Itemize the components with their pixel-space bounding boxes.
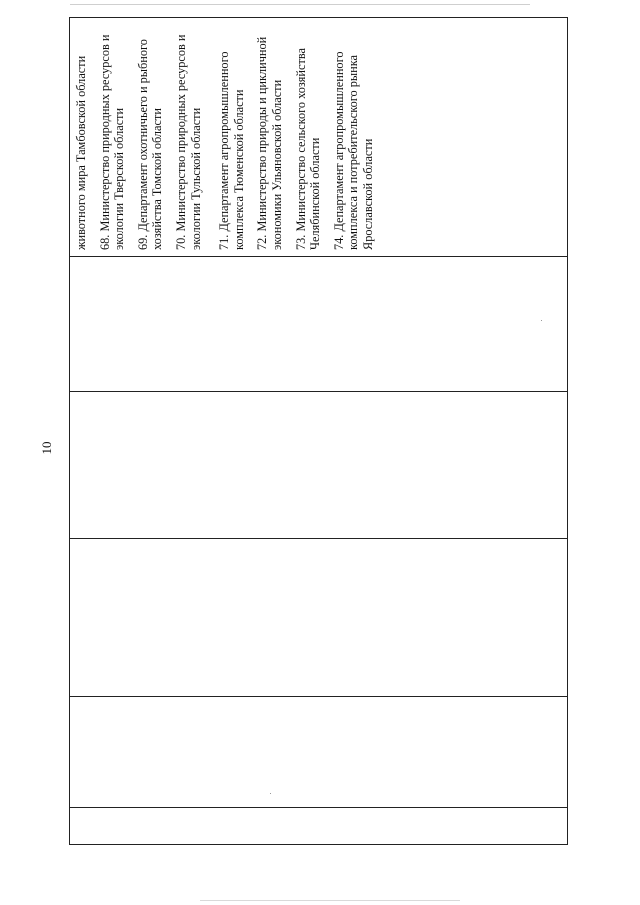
scan-speck — [270, 793, 271, 794]
table-divider-1 — [70, 256, 567, 257]
scan-edge-bottom — [200, 900, 460, 901]
list-item: 70. Министерство природных ресурсов и экологии Тульской области — [173, 34, 203, 250]
list-item: 72. Министерство природы и цикличной экономики Ульяновской области — [255, 36, 284, 250]
list-item: 68. Министерство природных ресурсов и экологии Тверской области — [97, 34, 127, 250]
list-item: 74. Департамент агропромышленного комплекса и потребительского рынка Ярославской области — [331, 51, 375, 250]
list-item: 69. Департамент охотничьего и рыбного хозяйства Томской области — [135, 39, 165, 250]
list-item: 73. Министерство сельского хозяйства Челябинской области — [293, 48, 323, 250]
page-number-text: 10 — [39, 441, 54, 455]
table-divider-2 — [70, 391, 567, 392]
scan-speck — [541, 320, 542, 321]
list-item: животного мира Тамбовской области — [74, 55, 88, 250]
data-table — [69, 17, 568, 845]
table-divider-5 — [70, 807, 567, 808]
table-cell-organizations — [70, 18, 569, 256]
scan-edge-top — [70, 4, 530, 5]
table-divider-3 — [70, 538, 567, 539]
table-divider-4 — [70, 696, 567, 697]
list-item: 71. Департамент агропромышленного комплекса Тюменской области — [217, 51, 246, 250]
